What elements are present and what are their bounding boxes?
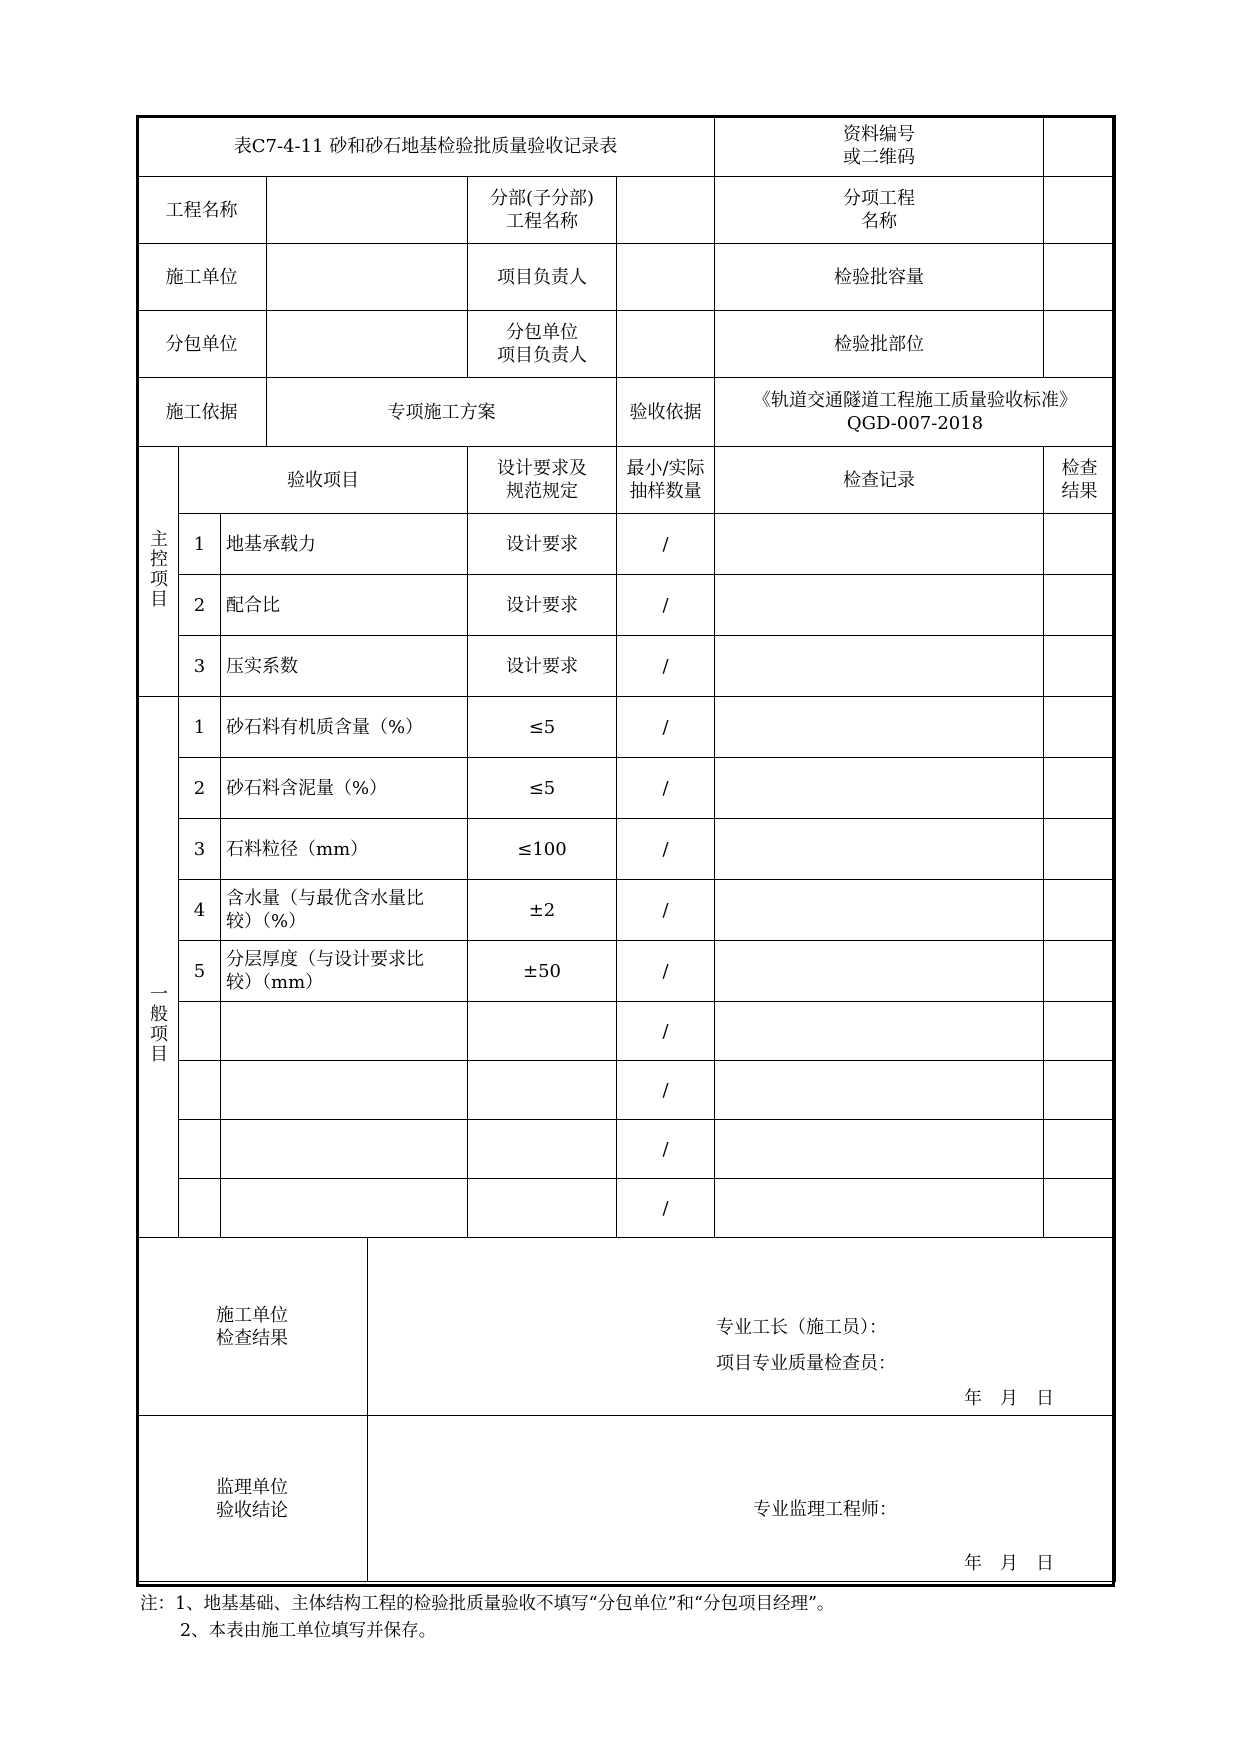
item-req: 设计要求 <box>468 575 617 636</box>
contractor-check-label: 施工单位 检查结果 <box>137 1238 368 1416</box>
item-sample: / <box>617 819 715 880</box>
item-name: 石料粒径（mm） <box>221 819 468 880</box>
doc-no-label: 资料编号 或二维码 <box>715 116 1044 177</box>
general-group-label: 一般项目 <box>137 697 179 1238</box>
item-sample: / <box>617 1120 715 1179</box>
item-sample: / <box>617 941 715 1002</box>
item-sample: / <box>617 1061 715 1120</box>
item-name: 地基承载力 <box>221 514 468 575</box>
item-sample: / <box>617 1002 715 1061</box>
item-no: 4 <box>179 880 221 941</box>
item-req: ±2 <box>468 880 617 941</box>
sub-manager-label: 分包单位 项目负责人 <box>468 311 617 378</box>
item-req: ±50 <box>468 941 617 1002</box>
col-result-header: 检查 结果 <box>1044 447 1116 514</box>
table-outer-border <box>136 115 1115 1587</box>
form-title: 表C7-4-11 砂和砂石地基检验批质量验收记录表 <box>137 116 715 177</box>
item-name: 含水量（与最优含水量比较）（%） <box>221 880 468 941</box>
item-sample: / <box>617 758 715 819</box>
supervisor-check-label: 监理单位 验收结论 <box>137 1416 368 1582</box>
contractor-label: 施工单位 <box>137 244 267 311</box>
construction-basis-value: 专项施工方案 <box>267 378 617 447</box>
main-group-label: 主控项目 <box>137 447 179 697</box>
item-req: 设计要求 <box>468 636 617 697</box>
batch-location-label: 检验批部位 <box>715 311 1044 378</box>
note-2: 2、本表由施工单位填写并保存。 <box>180 1621 437 1641</box>
item-req: ≤5 <box>468 697 617 758</box>
inspector-label: 项目专业质量检查员： <box>716 1353 896 1374</box>
division-label: 分部(子分部) 工程名称 <box>468 177 617 244</box>
item-name: 配合比 <box>221 575 468 636</box>
item-name: 砂石料含泥量（%） <box>221 758 468 819</box>
item-name: 分层厚度（与设计要求比较）（mm） <box>221 941 468 1002</box>
item-no: 5 <box>179 941 221 1002</box>
item-sample: / <box>617 514 715 575</box>
item-req: 设计要求 <box>468 514 617 575</box>
date-label: 年 月 日 <box>964 1553 1054 1574</box>
item-sample: / <box>617 1179 715 1238</box>
notes <box>140 1591 834 1645</box>
subcontractor-label: 分包单位 <box>137 311 267 378</box>
col-sample-header: 最小/实际 抽样数量 <box>617 447 715 514</box>
col-record-header: 检查记录 <box>715 447 1044 514</box>
item-no: 3 <box>179 819 221 880</box>
item-name: 压实系数 <box>221 636 468 697</box>
engineer-label: 专业监理工程师： <box>753 1499 897 1520</box>
col-item-header: 验收项目 <box>179 447 468 514</box>
batch-capacity-label: 检验批容量 <box>715 244 1044 311</box>
item-no: 3 <box>179 636 221 697</box>
item-no: 1 <box>179 697 221 758</box>
item-project-label: 分项工程 名称 <box>715 177 1044 244</box>
item-no: 2 <box>179 575 221 636</box>
project-manager-label: 项目负责人 <box>468 244 617 311</box>
item-sample: / <box>617 697 715 758</box>
item-sample: / <box>617 636 715 697</box>
note-1: 注：1、地基基础、主体结构工程的检验批质量验收不填写“分包单位”和“分包项目经理”。 <box>140 1594 835 1614</box>
acceptance-basis-value: 《轨道交通隧道工程施工质量验收标准》 QGD-007-2018 <box>715 378 1116 447</box>
construction-basis-label: 施工依据 <box>137 378 267 447</box>
acceptance-basis-label: 验收依据 <box>617 378 715 447</box>
item-no: 2 <box>179 758 221 819</box>
date-label: 年 月 日 <box>964 1388 1054 1409</box>
item-name: 砂石料有机质含量（%） <box>221 697 468 758</box>
item-sample: / <box>617 880 715 941</box>
item-req: ≤100 <box>468 819 617 880</box>
item-no: 1 <box>179 514 221 575</box>
project-name-label: 工程名称 <box>137 177 267 244</box>
item-sample: / <box>617 575 715 636</box>
item-req: ≤5 <box>468 758 617 819</box>
col-req-header: 设计要求及 规范规定 <box>468 447 617 514</box>
foreman-label: 专业工长（施工员）： <box>716 1317 887 1338</box>
